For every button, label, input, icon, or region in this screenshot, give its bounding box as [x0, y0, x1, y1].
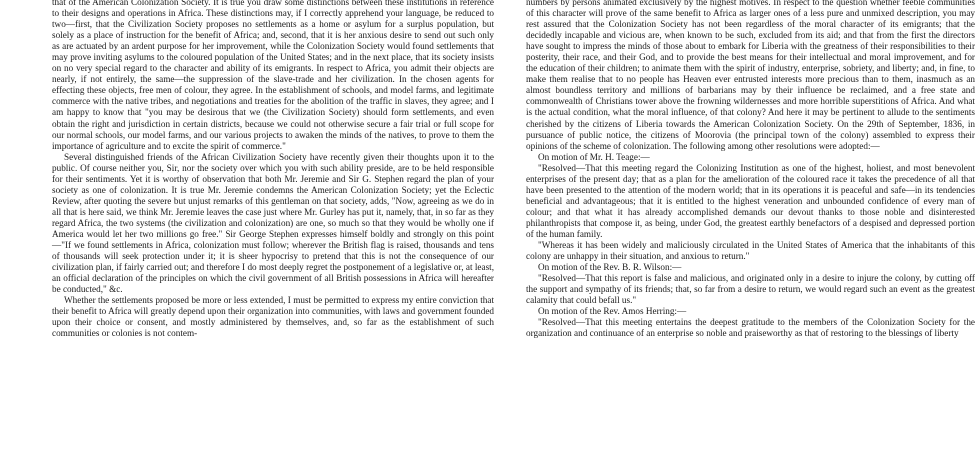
paragraph: "Resolved—That this meeting entertains the deepest gratitude to the members of the Colonization Society for the organization and continuance of an enterprise so noble and praiseworthy as that of restoring to the blessings of liberty [526, 317, 975, 339]
paragraph: On motion of the Rev. B. R. Wilson:— [538, 262, 682, 273]
paragraph: "Whereas it has been widely and maliciously circulated in the United States of America that the inhabitants of this colony are unhappy in their situation, and anxious to return." [526, 240, 975, 262]
paragraph: numbers by persons animated exclusively by the highest motives. In respect to the question whether feeble communities of this character will prove of the same benefit to Africa as larger ones of a less pure and unmixed description, you may rest assured that the Colonization Society has not been regardless of the moral character of its emigrants; that the decidedly incapable and vicious are, when known to be such, excluded from its aid; and that from the first the directors have sought to impress the minds of those about to embark for Liberia with the greatness of their responsibilities to their posterity, their race, and their God, and to provide the best means for their intellectual and moral improvement, and for the education of their children; to animate them with the spirit of industry, enterprise, sobriety, and liberty; and, in fine, to make them realise that to no people has Heaven ever entrusted interests more precious than to them, inasmuch as an almost boundless territory and millions of barbarians may by their influence be reclaimed, and a free state and commonwealth of Christians tower above the frowning wildernesses and more horrible superstitions of Africa. And what is the actual condition, what the moral influence, of that colony? And here it may be pertinent to allude to the sentiments cherished by the citizens of Liberia towards the American Colonization Society. On the 29th of September, 1836, in pursuance of public notice, the citizens of Moorovia (the principal town of the colony) assembled to express their opinions of the scheme of colonization. The following among other resolutions were adopted:— [526, 0, 975, 151]
right-text-column [526, 0, 975, 339]
paragraph: that of the American Colonization Society. It is true you draw some distinctions between these institutions in reference to their designs and operations in Africa. These distinctions may, if I correctly apprehend your language, be reduced to two—first, that the Civilization Society proposes no settlements as a home or asylum for a surplus population, but solely as a place of instruction for the benefit of Africa; and, second, that it is her anxious desire to send out such only as are actuated by an ardent purpose for her improvement, while the Colonization Society would found settlements that may prove inviting asylums to the coloured population of the United States; and in the next place, that its society insists on no very special regard to the character and ability of its emigrants. In respect to Africa, you admit their objects are nearly, if not entirely, the same—the suppression of the slave-trade and her civilization. In the chosen agents for effecting these objects, free men of colour, they agree. In the establishment of schools, and model farms, and legitimate commerce with the native tribes, and negotiations and treaties for the abolition of the traffic in slaves, they agree; and I am happy to know that "you may be desirous that we (the Civilization Society) should form settlements, and even obtain the right and jurisdiction in certain districts, because we could not otherwise secure a fair trial or full scope for our normal schools, our model farms, and our various projects to awaken the minds of the natives, to prove to them the importance of agriculture and to excite the spirit of commerce." [52, 0, 494, 151]
paragraph: On motion of the Rev. Amos Herring:— [538, 306, 687, 317]
left-text-column [52, 0, 494, 339]
paragraph: Whether the settlements proposed be more or less extended, I must be permitted to express my entire conviction that their benefit to Africa will greatly depend upon their organization into communities, with laws and government founded upon their choice or consent, and mostly administered by themselves, and, so far as the establishment of such communities or colonies is not contem- [52, 295, 494, 339]
paragraph: Several distinguished friends of the African Civilization Society have recently given their thoughts upon it to the public. Of course neither you, Sir, nor the society over which you with such ability preside, are to be held responsible for their sentiments. Yet it is worthy of observation that both Mr. Jeremie and Sir G. Stephen regard the plan of your society as one of colonization. It is true Mr. Jeremie condemns the American Colonization Society; yet the Eclectic Review, after quoting the severe but unjust remarks of this gentleman on that society, adds, "Now, agreeing as we do in all that is here said, we think Mr. Jeremie leaves the case just where Mr. Gurley has put it, namely, that, in so far as they regard Africa, the two systems (the civilization and colonization) are one, so much so that they would be wholly one if America would let her two millions go free." Sir George Stephen expresses himself boldly and strongly on this point—"If we found settlements in Africa, colonization must follow; wherever the British flag is raised, thousands and tens of thousands will seek protection under it; it is sheer hypocrisy to pretend that this is not the consequence of our civilization plan, if fairly carried out; and therefore I do most deeply regret the postponement of a legislative or, at least, an official declaration of the principles on which the civil government of all British possessions in Africa will hereafter be conducted," &c. [52, 151, 494, 295]
paragraph: "Resolved—That this meeting regard the Colonizing Institution as one of the highest, holiest, and most benevolent enterprises of the present day; that as a plan for the amelioration of the coloured race it takes the precedence of all that have been presented to the attention of the modern world; that in its operations it is peaceful and safe—in its tendencies beneficial and advantageous; that it is entitled to the highest veneration and unbounded confidence of every man of colour; and that what it has already accomplished demands our devout thanks to those noble and disinterested philanthropists that compose it, as being, under God, the greatest earthly benefactors of a despised and depressed portion of the human family. [526, 162, 975, 239]
paragraph: "Resolved—That this report is false and malicious, and originated only in a desire to injure the colony, by cutting off the support and sympathy of its friends; that, so far from a desire to return, we would regard such an event as the greatest calamity that could befall us." [526, 273, 975, 306]
paragraph: On motion of Mr. H. Teage:— [538, 151, 650, 162]
